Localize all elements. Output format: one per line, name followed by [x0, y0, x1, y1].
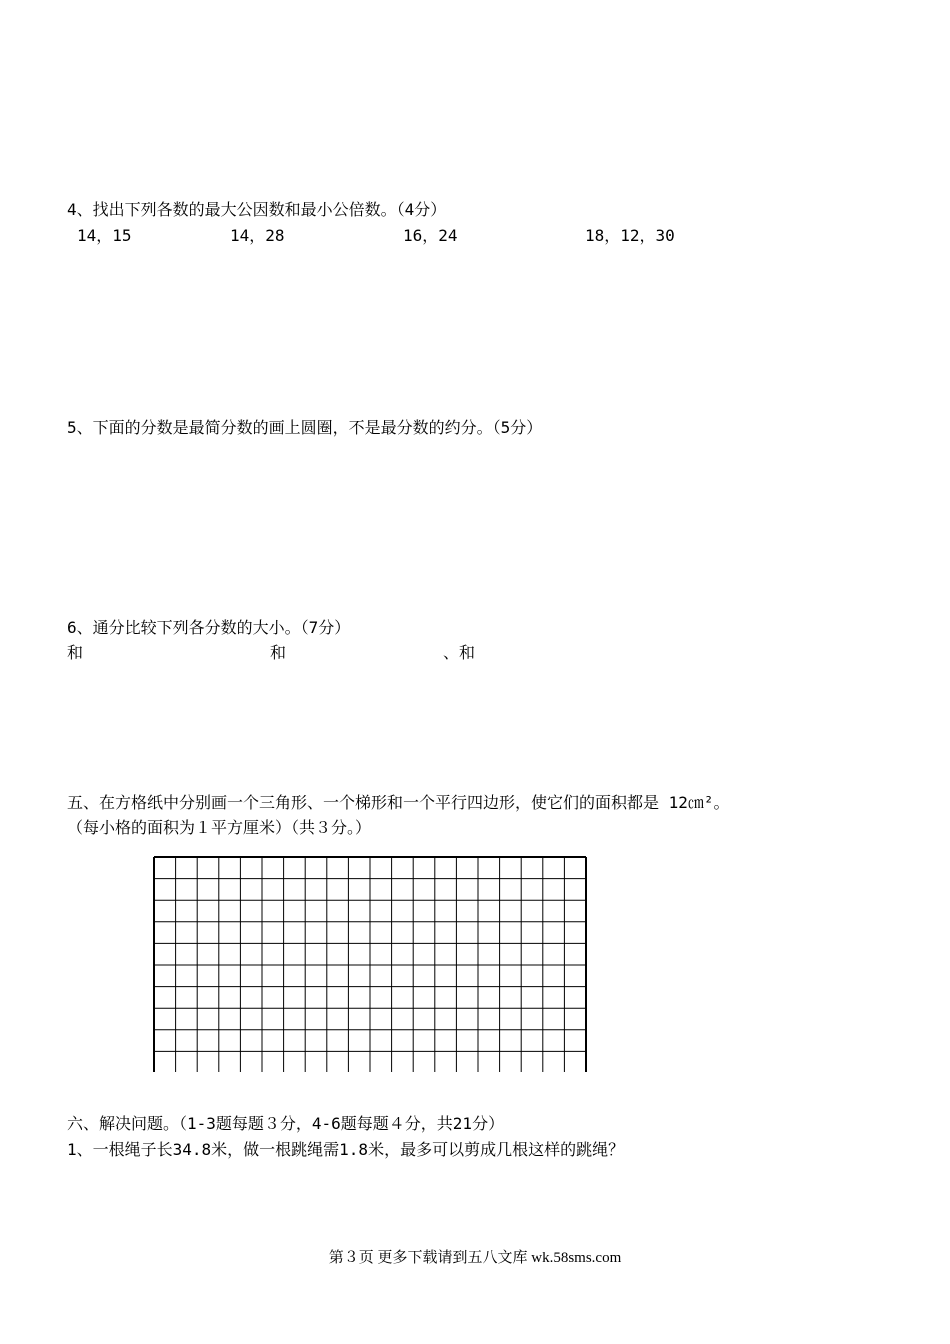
- q4-pair-3: 16，24: [403, 226, 458, 245]
- q6-label-1: 和: [67, 643, 84, 662]
- section6-title: 六、解决问题。（1-3题每题３分，4-6题每题４分，共21分）: [67, 1114, 505, 1133]
- section6-q1: 1、一根绳子长34.8米，做一根跳绳需1.8米，最多可以剪成几根这样的跳绳？: [67, 1140, 625, 1159]
- q4-pair-1: 14，15: [77, 226, 132, 245]
- square-grid[interactable]: [153, 856, 589, 1072]
- page-footer: 第３页 更多下载请到五八文库 wk.58sms.com: [328, 1250, 622, 1266]
- section5-subtitle: （每小格的面积为１平方厘米）（共３分。）: [67, 818, 372, 837]
- q4-pair-2: 14，28: [230, 226, 285, 245]
- q5-title: 5、下面的分数是最简分数的画上圆圈，不是最分数的约分。（5分）: [67, 418, 543, 437]
- q6-label-3: 、和: [443, 643, 476, 662]
- q6-title: 6、通分比较下列各分数的大小。（7分）: [67, 618, 351, 637]
- section5-title: 五、在方格纸中分别画一个三角形、一个梯形和一个平行四边形，使它们的面积都是 12㎝²。: [67, 793, 730, 812]
- q4-title: 4、找出下列各数的最大公因数和最小公倍数。（4分）: [67, 200, 447, 219]
- q4-pair-4: 18，12，30: [585, 226, 675, 245]
- q6-label-2: 和: [270, 643, 287, 662]
